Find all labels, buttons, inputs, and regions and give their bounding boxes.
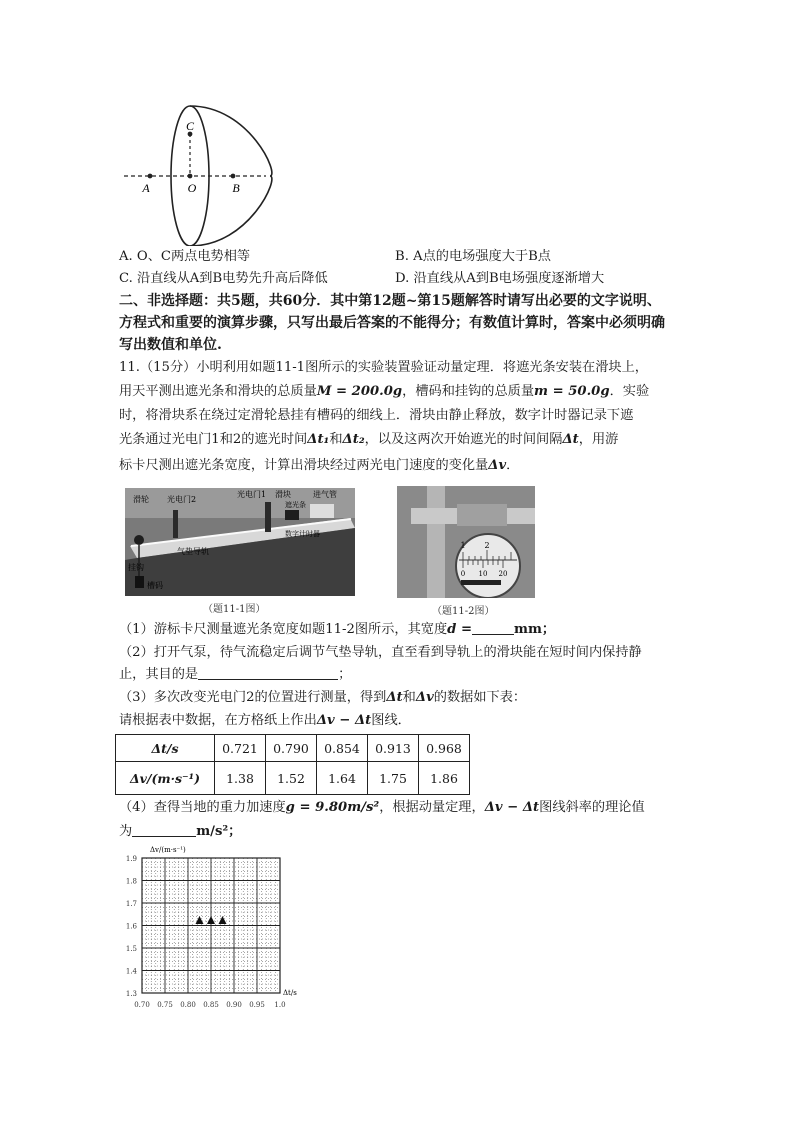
photo1-label-gate1: 光电门1 [237, 490, 267, 499]
instruction [119, 711, 411, 731]
table-cell-dv-2: 1.52 [266, 762, 317, 795]
photo1-label-slider: 滑块 [275, 490, 291, 499]
q11-line2-text-c: ．实验 [609, 384, 650, 399]
label-c: C [185, 119, 195, 133]
y-tick-label: 1.9 [125, 855, 137, 863]
y-tick-label: 1.3 [125, 990, 137, 998]
section2-line2: 方程式和重要的演算步骤，只写出最后答案的不能得分；有数值计算时，答案中必须明确 [119, 315, 665, 331]
caliper-vernier-10: 10 [478, 570, 488, 578]
delta-t2: Δt₂ [342, 432, 365, 447]
grid-chart[interactable] [118, 843, 308, 1013]
chart-x-label: Δt/s [283, 989, 297, 997]
instruction-formula: Δv − Δt [316, 713, 372, 728]
caliper-vernier-20: 20 [498, 570, 508, 578]
hemisphere-figure [120, 96, 280, 246]
y-tick-label: 1.5 [125, 945, 137, 953]
sub2-text: 止，其目的是 [119, 667, 199, 682]
sub4-text-c: 图线斜率的理论值 [539, 800, 645, 815]
sub4-text-b: ，根据动量定理， [379, 800, 485, 815]
sub3-and: 和 [402, 690, 416, 705]
sub1-text: （1）游标卡尺测量遮光条宽度如题11-2图所示，其宽度 [119, 622, 448, 637]
table-cell-dv-3: 1.64 [317, 762, 368, 795]
label-b: B [232, 181, 240, 195]
q11-line5 [119, 456, 519, 476]
table-header-dt: Δt/s [116, 735, 215, 762]
photo1-label-hook: 挂钩 [128, 563, 144, 572]
delta-v: Δv [488, 458, 507, 473]
caliper-main-1: 1 [460, 541, 466, 550]
sub2-end: ； [338, 667, 352, 682]
table-header-dv: Δv/(m·s⁻¹) [116, 762, 215, 795]
instruction-text-a: 请根据表中数据，在方格纸上作出 [119, 713, 317, 728]
x-tick-label: 0.90 [226, 1001, 242, 1009]
section2-line1: 二、非选择题：共5题，共60分．其中第12题~第15题解答时请写出必要的文字说明、 [119, 293, 661, 309]
photo1-label-weights: 槽码 [147, 581, 163, 590]
caliper-main-2: 2 [484, 541, 490, 550]
apparatus-photo [125, 488, 355, 596]
q11-line2-text-a: 用天平测出遮光条和滑块的总质量 [119, 384, 317, 399]
q11-line2 [119, 382, 649, 402]
mass-m-total: M = 200.0g [316, 384, 403, 399]
q11-line5-text-a: 标卡尺测出遮光条宽度，计算出滑块经过两光电门速度的变化量 [119, 458, 489, 473]
sub3-text-a: （3）多次改变光电门2的位置进行测量，得到 [119, 690, 387, 705]
photo1-label-gate2: 光电门2 [167, 495, 197, 504]
delta-t1: Δt₁ [307, 432, 330, 447]
instruction-text-b: 图线． [371, 713, 411, 728]
mass-m-hook: m = 50.0g [534, 384, 610, 399]
x-tick-label: 0.75 [157, 1001, 173, 1009]
label-a: A [142, 181, 150, 195]
label-o: O [187, 181, 197, 195]
q11-line3: 时，将滑块系在绕过定滑轮悬挂有槽码的细线上．滑块由静止释放，数字计时器记录下遮 [119, 408, 634, 423]
option-c: C. 沿直线从A到B电势先升高后降低 [119, 271, 328, 286]
table-cell-dt-5: 0.968 [419, 735, 470, 762]
sub4-line1 [119, 798, 645, 818]
sub3 [119, 688, 526, 708]
q11-line4-text-c: ，用游 [578, 432, 619, 447]
table-cell-dv-4: 1.75 [368, 762, 419, 795]
y-tick-label: 1.7 [125, 900, 137, 908]
sub1 [119, 620, 555, 640]
sub3-dv: Δv [415, 690, 434, 705]
sub4-g: g = 9.80m/s² [285, 800, 380, 815]
table-cell-dt-1: 0.721 [215, 735, 266, 762]
data-table [115, 734, 470, 795]
q11-line1: 11.（15分）小明利用如题11-1图所示的实验装置验证动量定理．将遮光条安装在滑块上， [119, 360, 648, 375]
option-b: B. A点的电场强度大于B点 [395, 249, 551, 264]
x-tick-label: 0.95 [249, 1001, 265, 1009]
sub3-text-b: 的数据如下表： [433, 690, 527, 705]
y-tick-label: 1.4 [125, 967, 137, 976]
table-cell-dt-3: 0.854 [317, 735, 368, 762]
table-cell-dv-1: 1.38 [215, 762, 266, 795]
sub4-text-d: 为 [119, 824, 133, 839]
sub1-d: d = [447, 622, 473, 637]
sub2-line2 [119, 665, 351, 685]
y-tick-label: 1.6 [125, 922, 137, 931]
table-cell-dv-5: 1.86 [419, 762, 470, 795]
chart-y-label: Δv/(m·s⁻¹) [150, 846, 186, 854]
table-cell-dt-2: 0.790 [266, 735, 317, 762]
sub4-formula: Δv − Δt [484, 800, 540, 815]
x-tick-label: 0.80 [180, 1001, 196, 1009]
sub1-answer-blank[interactable] [472, 620, 514, 635]
y-tick-label: 1.8 [125, 877, 137, 886]
sub4-text-a: （4）查得当地的重力加速度 [119, 800, 286, 815]
q11-line4-text-a: 光条通过光电门1和2的遮光时间 [119, 432, 308, 447]
q11-line2-text-b: ，槽码和挂钩的总质量 [402, 384, 535, 399]
photo2-caption: （题11-2图） [432, 606, 495, 617]
q11-line5-text-b: ． [506, 458, 520, 473]
sub1-unit: mm； [514, 622, 556, 637]
q11-line4-and: 和 [329, 432, 343, 447]
q11-line4 [119, 430, 618, 450]
table-row-dv [116, 762, 470, 795]
sub4-answer-blank[interactable] [132, 822, 196, 837]
sub4-unit: m/s²； [196, 824, 242, 839]
x-tick-label: 1.0 [274, 1001, 286, 1009]
sub4-line2 [119, 822, 241, 842]
option-d: D. 沿直线从A到B电场强度逐渐增大 [395, 271, 605, 286]
sub3-dt: Δt [386, 690, 403, 705]
photo1-label-inlet: 进气管 [313, 490, 337, 499]
caliper-vernier-0: 0 [460, 570, 466, 578]
photo1-label-timer: 数字计时器 [285, 530, 320, 538]
delta-t: Δt [562, 432, 579, 447]
photo1-label-strip: 遮光条 [285, 501, 306, 509]
photo1-caption: （题11-1图） [203, 604, 266, 615]
x-tick-label: 0.85 [203, 1001, 219, 1009]
photo1-label-pulley: 滑轮 [133, 495, 149, 504]
x-tick-label: 0.70 [134, 1001, 150, 1009]
photo1-label-airtrack: 气垫导轨 [177, 547, 209, 556]
caliper-photo [397, 486, 535, 598]
sub2-answer-blank[interactable] [198, 665, 338, 680]
q11-line4-text-b: ，以及这两次开始遮光的时间间隔 [364, 432, 563, 447]
sub2-line1: （2）打开气泵，待气流稳定后调节气垫导轨，直至看到导轨上的滑块能在短时间内保持静 [119, 645, 642, 660]
table-row-dt [116, 735, 470, 762]
section2-line3: 写出数值和单位. [119, 337, 222, 353]
option-a: A. O、C两点电势相等 [119, 249, 251, 264]
table-cell-dt-4: 0.913 [368, 735, 419, 762]
